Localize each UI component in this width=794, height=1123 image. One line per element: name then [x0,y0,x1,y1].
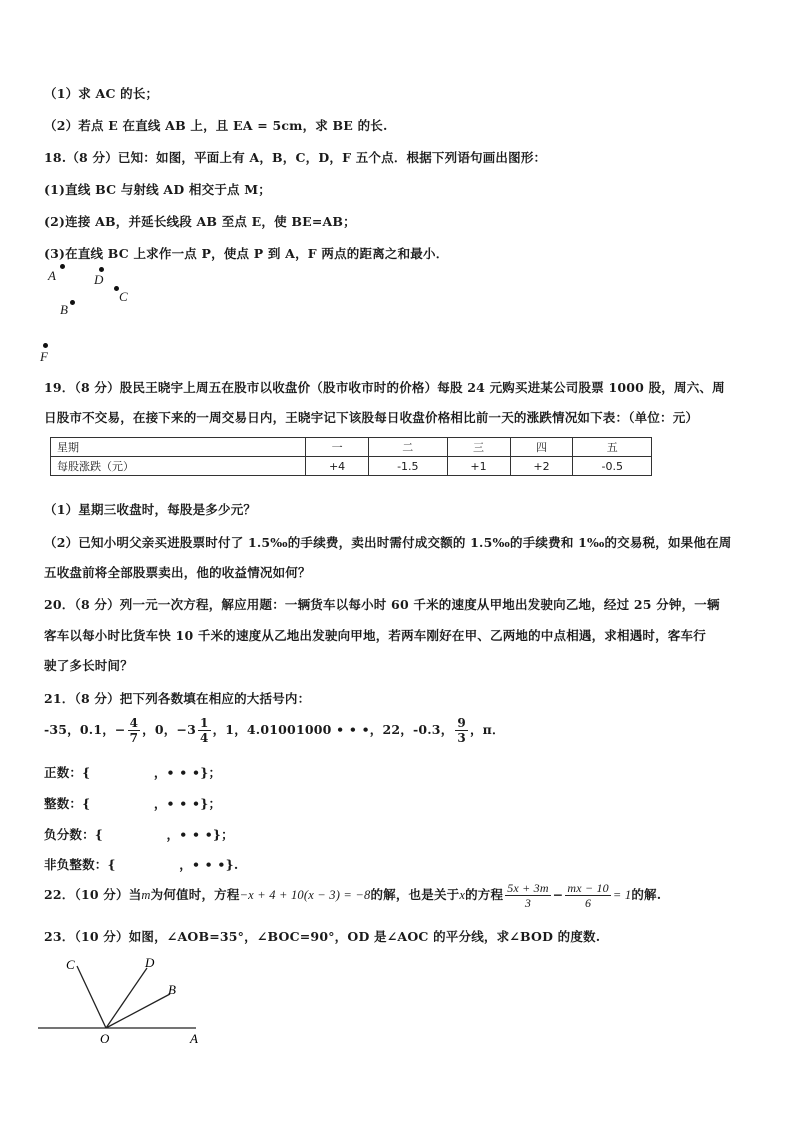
angle-figure [30,950,230,1050]
table-row-label: 每股涨跌（元） [51,457,306,476]
point-label-b: B [60,302,68,317]
q23-stem: 23．（10 分）如图，∠AOB=35°，∠BOC=90°，OD 是∠AOC 的平分线，求∠BOD 的度数. [44,929,601,944]
table-header-label: 星期 [51,438,306,457]
q22-text: 22．（10 分）当m为何值时，方程−x + 4 + 10(x − 3) = −8的解，也是关于x的方程 $\frac{5x + 3m}{3}$ − $\frac{mx - 10}{6}$ = 1的解. [44,881,662,910]
table-day: 一 [306,438,369,457]
q19-part2-line2: 五收盘前将全部股票卖出，他的收益情况如何？ [44,565,311,580]
q21-category-negative-fraction: 负分数：{ ，• • •}； [44,827,234,842]
point-a [60,264,65,269]
ray-ob [106,994,170,1028]
table-value-row [51,457,652,476]
fraction-9-3: $\frac{9}{3}$ [457,716,466,745]
ray-od [106,968,147,1028]
table-value: -1.5 [369,457,448,476]
q19-stem-line1: 19．（8 分）股民王晓宇上周五在股市以收盘价（股市收市时的价格）每股 24 元购买进某公司股票 1000 股，周六、周 [44,380,725,395]
q19-stem-line2: 日股市不交易，在接下来的一周交易日内，王晓宇记下该股每日收盘价格相比前一天的涨跌情况如下表：（单位：元） [44,410,699,425]
label-d: D [145,955,155,970]
q17-part2: （2）若点 E 在直线 AB 上，且 EA = 5cm，求 BE 的长. [44,118,388,133]
fraction-mx-10-over-6: $\frac{mx - 10}{6}$ [567,881,609,910]
stock-change-table [50,437,652,476]
numbers-part-c: ，1，4.01001000 • • •，22，-0.3， [212,722,454,737]
q21-category-nonnegative-integer: 非负整数：{ ，• • •}. [44,857,239,872]
table-day: 四 [510,438,573,457]
label-a: A [190,1031,198,1046]
point-b [70,300,75,305]
point-label-a: A [48,268,56,283]
label-b: B [168,982,176,997]
q18-step1: (1)直线 BC 与射线 AD 相交于点 M； [44,182,272,197]
table-day: 五 [573,438,652,457]
ray-oc [77,966,106,1028]
numbers-part-a: -35，0.1，− [44,722,126,737]
fraction-5x-3m-over-3: $\frac{5x + 3m}{3}$ [507,881,549,910]
table-value: +1 [447,457,510,476]
numbers-part-d: ，π． [469,722,505,737]
numbers-part-b: ，0，−3 [142,722,197,737]
q21-category-integer: 整数：{ ，• • •}； [44,796,222,811]
point-f [43,343,48,348]
fraction-4-7: $\frac{4}{7}$ [129,716,139,745]
table-value: +2 [510,457,573,476]
table-header-row [51,438,652,457]
table-day: 二 [369,438,448,457]
q21-category-positive: 正数：{ ，• • •}； [44,765,222,780]
q20-line2: 客车以每小时比货车快 10 千米的速度从乙地出发驶向甲地，若两车刚好在甲、乙两地的中点相遇，求相遇时，客车行 [44,628,706,643]
point-c [114,286,119,291]
q18-stem: 18.（8 分）已知：如图，平面上有 A，B，C，D，F 五个点．根据下列语句画出图形： [44,150,547,165]
point-d [99,267,104,272]
label-c: C [66,957,75,972]
point-label-d: D [94,272,104,287]
point-label-c: C [119,289,128,304]
label-o: O [100,1031,110,1046]
fraction-1-4: $\frac{1}{4}$ [200,716,209,745]
q20-line3: 驶了多长时间？ [44,658,133,673]
q20-line1: 20．（8 分）列一元一次方程，解应用题：一辆货车以每小时 60 千米的速度从甲地出发驶向乙地，经过 25 分钟，一辆 [44,597,720,612]
q18-step2: (2)连接 AB，并延长线段 AB 至点 E，使 BE=AB； [44,214,356,229]
table-value: -0.5 [573,457,652,476]
point-label-f: F [40,349,48,364]
table-day: 三 [447,438,510,457]
table-value: +4 [306,457,369,476]
q21-stem: 21．（8 分）把下列各数填在相应的大括号内： [44,691,311,706]
q19-part2-line1: （2）已知小明父亲买进股票时付了 1.5‰的手续费，卖出时需付成交额的 1.5‰的手续费和 1‰的交易税，如果他在周 [44,535,732,550]
q21-number-list [44,716,505,745]
q17-part1: （1）求 AC 的长； [44,86,159,101]
q18-step3: (3)在直线 BC 上求作一点 P，使点 P 到 A，F 两点的距离之和最小． [44,246,449,261]
q19-part1: （1）星期三收盘时，每股是多少元？ [44,502,257,517]
